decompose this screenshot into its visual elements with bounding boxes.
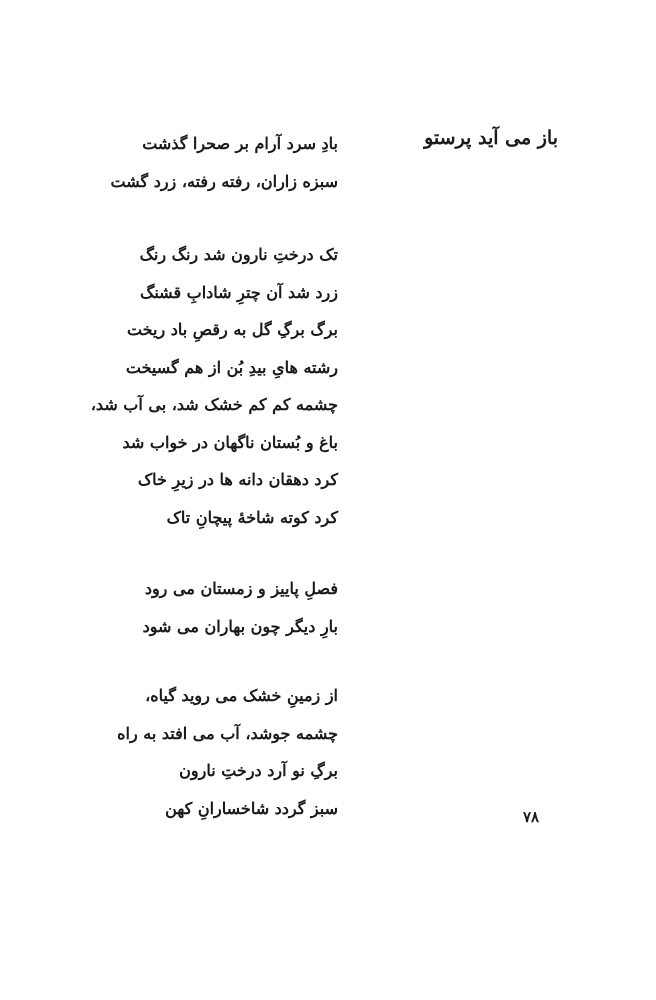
poem-line: زرد شد آن چترِ شادابِ قشنگ — [140, 282, 338, 302]
poem-line: بادِ سرد آرام بر صحرا گذشت — [142, 134, 338, 153]
poem-body — [78, 130, 338, 832]
poem-line: کرد کوته شاخهٔ پیچانِ تاک — [166, 507, 338, 527]
stanza-2 — [78, 241, 338, 541]
stanza-gap — [78, 205, 338, 241]
stanza-gap — [78, 650, 338, 682]
poem-line: از زمینِ خشک می روید گیاه، — [145, 686, 338, 705]
poem-line: کرد دهقان دانه ها در زیرِ خاک — [137, 470, 338, 489]
poem-line: برگِ نو آرد درختِ نارون — [179, 761, 338, 780]
stanza-1 — [78, 130, 338, 205]
poem-line: بارِ دیگر چون بهاران می شود — [142, 616, 338, 636]
poem-line: تک درختِ نارون شد رنگ رنگ — [139, 245, 338, 264]
poem-title: باز می آید پرستو — [424, 127, 558, 149]
stanza-4 — [78, 682, 338, 832]
poem-line: فصلِ پاییز و زمستان می رود — [144, 579, 338, 598]
poem-line: برگ برگِ گل به رقصِ باد ریخت — [126, 320, 338, 339]
stanza-gap — [78, 541, 338, 575]
poem-line: چشمه کم کم خشک شد، بی آب شد، — [90, 395, 338, 414]
page-number: ۷۸ — [523, 808, 540, 826]
stanza-3 — [78, 575, 338, 650]
poem-line: چشمه جوشد، آب می افتد به راه — [117, 723, 338, 743]
poem-line: رشته هایِ بیدِ بُن از هم گسیخت — [125, 357, 338, 377]
poem-line: سبزه زاران، رفته رفته، زرد گشت — [110, 171, 338, 191]
poem-line: باغ و بُستان ناگهان در خواب شد — [122, 432, 338, 452]
poem-line: سبز گردد شاخسارانِ کهن — [165, 798, 338, 818]
